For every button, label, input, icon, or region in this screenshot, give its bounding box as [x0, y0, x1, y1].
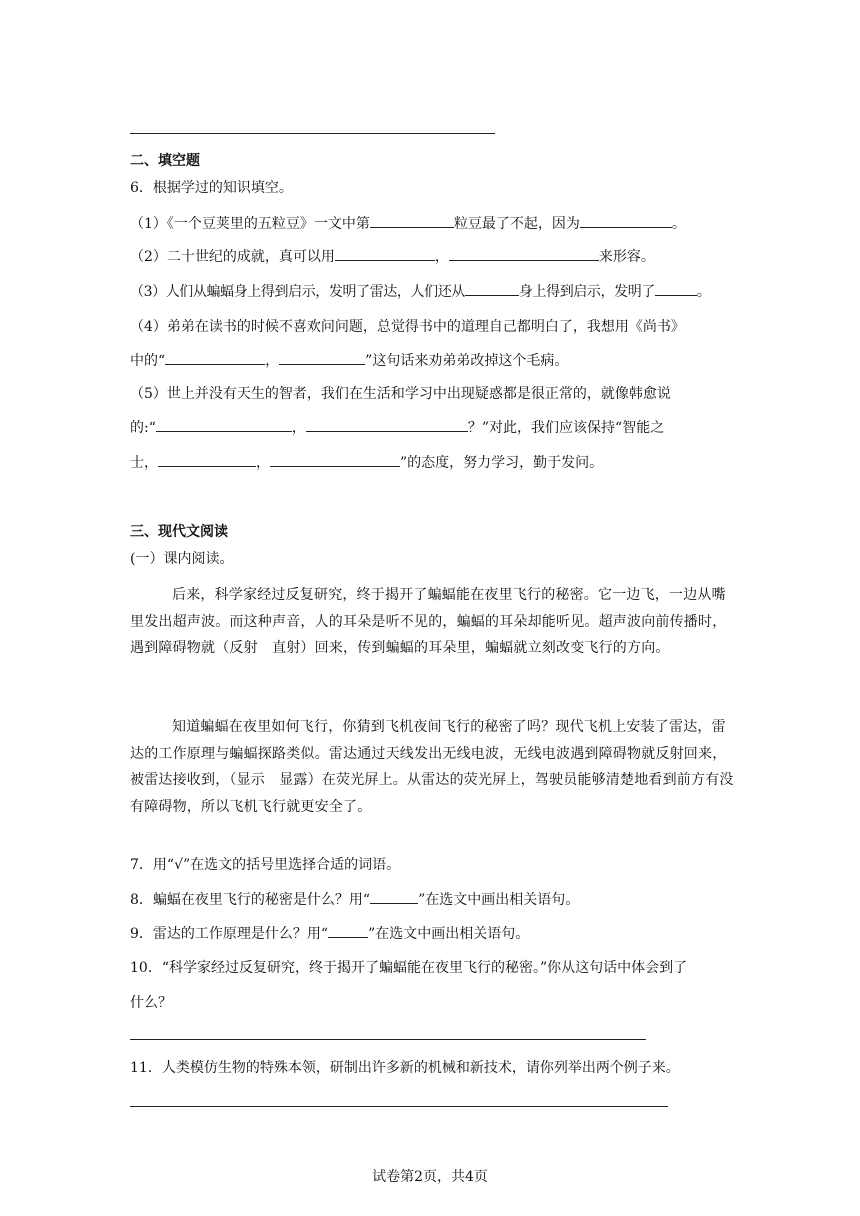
answer-blank[interactable] [158, 452, 256, 467]
question-11: 11．人类模仿生物的特殊本领，研制出许多新的机械和新技术，请你列举出两个例子来。 [130, 1060, 680, 1076]
question-6-item-5-line-1: （5）世上并没有天生的智者，我们在生活和学习中出现疑惑都是很正常的，就像韩愈说 [130, 386, 671, 402]
item-3-text-c: 。 [696, 284, 711, 300]
item-3-text-b: 身上得到启示，发明了 [518, 284, 655, 300]
item-2-text-b: ， [434, 249, 449, 265]
question-6-stem: 6．根据学过的知识填空。 [130, 180, 293, 196]
item-5-text-c: ， [291, 420, 306, 436]
question-6-item-3 [130, 281, 711, 302]
underline-sample [328, 923, 368, 938]
answer-blank[interactable] [449, 246, 599, 261]
item-3-text-a: （3）人们从蝙蝠身上得到启示，发明了雷达，人们还从 [130, 284, 465, 300]
underline-sample [370, 889, 418, 904]
question-6-item-5-line-3 [130, 452, 603, 473]
item-4-text-c: ， [265, 353, 280, 369]
section-heading-reading: 三、现代文阅读 [130, 524, 228, 540]
item-4-text-d: ”这句话来劝弟弟改掉这个毛病。 [365, 353, 569, 369]
question-10-line-2: 什么？ [130, 995, 172, 1011]
question-6-item-1 [130, 213, 686, 234]
question-8 [130, 889, 579, 910]
answer-blank[interactable] [370, 213, 454, 228]
item-2-text-a: （2）二十世纪的成就，真可以用 [130, 249, 335, 265]
item-5-text-f: ， [256, 455, 270, 471]
item-1-text-a: （1）《一个豆荚里的五粒豆》一文中第 [130, 216, 370, 232]
item-2-text-c: 来形容。 [598, 249, 655, 265]
answer-line-top [130, 133, 495, 134]
reading-passage-paragraph-2: 知道蝙蝠在夜里如何飞行，你猜到飞机夜间飞行的秘密了吗？现代飞机上安装了雷达，雷达的工作原理与蝙蝠探路类似。雷达通过天线发出无线电波，无线电波遇到障碍物就反射回来，被雷达接收到，（显示 显露）在荧光屏上。从雷达的荧光屏上，驾驶员能够清楚地看到前方有没有障碍物，所以飞机飞行就更安全了。 [130, 719, 734, 815]
question-6-item-5-line-2 [130, 417, 664, 438]
answer-line-q11[interactable] [130, 1106, 668, 1107]
question-8-text-b: ”在选文中画出相关语句。 [418, 892, 580, 908]
answer-blank[interactable] [306, 417, 468, 432]
question-10-line-1: 10．“科学家经过反复研究，终于揭开了蝙蝠能在夜里飞行的秘密。”你从这句话中体会到了 [130, 960, 688, 976]
page-footer: 试卷第2页，共4页 [372, 1169, 488, 1185]
answer-blank[interactable] [580, 213, 672, 228]
item-5-text-g: ”的态度，努力学习，勤于发问。 [400, 455, 604, 471]
answer-blank[interactable] [165, 350, 265, 365]
question-6-item-4-line-1: （4）弟弟在读书的时候不喜欢问问题，总觉得书中的道理自己都明白了，我想用《尚书》 [130, 319, 685, 335]
answer-blank[interactable] [156, 417, 292, 432]
reading-subheading: (一）课内阅读。 [130, 551, 234, 567]
question-9-text-a: 9．雷达的工作原理是什么？用“ [130, 926, 329, 942]
item-1-text-b: 粒豆最了不起，因为 [453, 216, 580, 232]
question-7: 7．用“√”在选文的括号里选择合适的词语。 [130, 857, 401, 873]
question-9-text-b: ”在选文中画出相关语句。 [368, 926, 530, 942]
item-4-text-b: 中的“ [130, 353, 166, 369]
answer-blank[interactable] [270, 452, 400, 467]
item-5-text-b: 的:“ [130, 420, 156, 436]
answer-line-q10[interactable] [130, 1039, 646, 1040]
answer-blank[interactable] [655, 281, 697, 296]
question-6-item-4-line-2 [130, 350, 568, 371]
item-5-text-e: 士， [130, 455, 158, 471]
reading-passage-paragraph-1: 后来，科学家经过反复研究，终于揭开了蝙蝠能在夜里飞行的秘密。它一边飞，一边从嘴里发出超声波。而这种声音，人的耳朵是听不见的，蝙蝠的耳朵却能听见。超声波向前传播时，遇到障碍物就（反射 直射）回来，传到蝙蝠的耳朵里，蝙蝠就立刻改变飞行的方向。 [130, 587, 727, 656]
question-9 [130, 923, 529, 944]
question-8-text-a: 8．蝙蝠在夜里飞行的秘密是什么？用“ [130, 892, 371, 908]
item-1-text-c: 。 [671, 216, 686, 232]
item-5-text-d: ？”对此，我们应该保持“智能之 [467, 420, 665, 436]
answer-blank[interactable] [279, 350, 365, 365]
question-6-item-2 [130, 246, 655, 267]
section-heading-fill-blank: 二、填空题 [130, 153, 200, 169]
answer-blank[interactable] [465, 281, 519, 296]
answer-blank[interactable] [335, 246, 435, 261]
